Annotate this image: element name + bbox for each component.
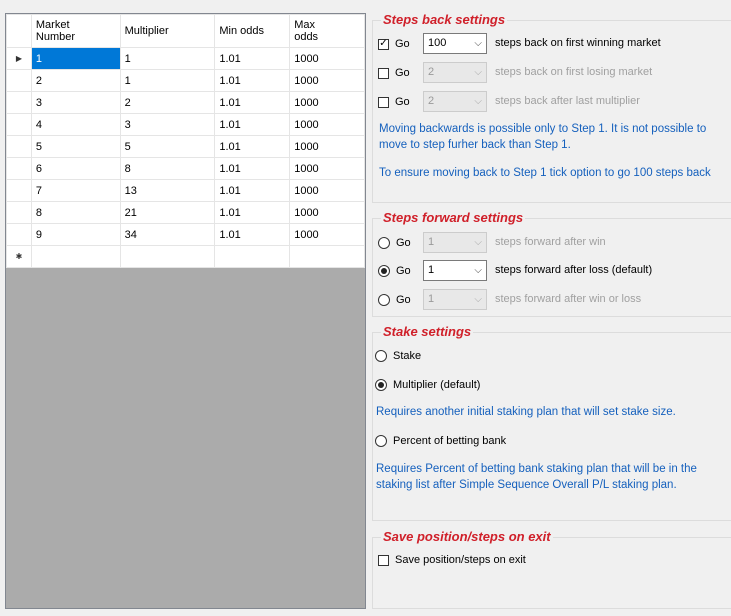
grid-header-row <box>7 15 365 48</box>
save-title: Save position/steps on exit <box>383 529 551 544</box>
steps-forward-option-2[interactable] <box>378 265 411 277</box>
steps-forward-radio-3[interactable] <box>378 294 390 306</box>
cell-market-number[interactable]: 6 <box>31 158 120 180</box>
row-header[interactable] <box>7 136 32 158</box>
steps-forward-description-3: steps forward after win or loss <box>495 293 642 305</box>
steps-back-go-label: Go <box>395 96 410 108</box>
stake-title: Stake settings <box>383 324 472 339</box>
cell-market-number[interactable] <box>31 246 120 268</box>
table-row[interactable] <box>7 114 365 136</box>
steps-back-option-1[interactable] <box>378 38 410 50</box>
table-row[interactable] <box>7 48 365 70</box>
chevron-down-icon[interactable]: ⌵ <box>474 38 482 49</box>
row-header[interactable] <box>7 246 32 268</box>
steps-back-description-2: steps back on first losing market <box>495 66 653 78</box>
cell-multiplier[interactable]: 13 <box>120 180 215 202</box>
steps-back-option-3[interactable] <box>378 96 410 108</box>
cell-min-odds[interactable]: 1.01 <box>215 114 290 136</box>
save-position-checkbox[interactable] <box>378 555 389 566</box>
row-header[interactable] <box>7 180 32 202</box>
cell-min-odds[interactable]: 1.01 <box>215 180 290 202</box>
cell-market-number[interactable]: 7 <box>31 180 120 202</box>
new-row[interactable] <box>7 246 365 268</box>
cell-min-odds[interactable]: 1.01 <box>215 48 290 70</box>
steps-forward-steps-dropdown-2[interactable] <box>423 260 487 281</box>
cell-market-number[interactable]: 1 <box>31 48 120 70</box>
cell-multiplier[interactable]: 1 <box>120 48 215 70</box>
row-header-corner[interactable] <box>7 15 32 48</box>
cell-multiplier[interactable] <box>120 246 215 268</box>
steps-back-steps-dropdown-1[interactable] <box>423 33 487 54</box>
steps-back-description-3: steps back after last multiplier <box>495 95 640 107</box>
steps-forward-radio-1[interactable] <box>378 237 390 249</box>
cell-market-number[interactable]: 9 <box>31 224 120 246</box>
cell-market-number[interactable]: 3 <box>31 92 120 114</box>
cell-multiplier[interactable]: 8 <box>120 158 215 180</box>
row-header[interactable] <box>7 224 32 246</box>
radio-selected-dot-icon <box>381 268 387 274</box>
table-row[interactable] <box>7 180 365 202</box>
table-row[interactable] <box>7 224 365 246</box>
save-group <box>372 529 731 609</box>
steps-back-go-label: Go <box>395 38 410 50</box>
column-header-multiplier[interactable]: Multiplier <box>120 15 215 48</box>
percent-radio[interactable] <box>375 435 387 447</box>
steps-forward-option-1[interactable] <box>378 237 411 249</box>
cell-min-odds[interactable]: 1.01 <box>215 70 290 92</box>
cell-max-odds[interactable]: 1000 <box>290 114 365 136</box>
steps-back-note-2: To ensure moving back to Step 1 tick option to go 100 steps back <box>379 167 711 179</box>
steps-forward-go-label: Go <box>396 265 411 277</box>
cell-market-number[interactable]: 5 <box>31 136 120 158</box>
column-header-max-odds[interactable]: Max odds <box>290 15 365 48</box>
cell-min-odds[interactable]: 1.01 <box>215 224 290 246</box>
cell-market-number[interactable]: 4 <box>31 114 120 136</box>
percent-note: Requires Percent of betting bank staking plan that will be in the staking list after Simple Sequence Overall P/L staking plan. <box>376 463 697 491</box>
row-header[interactable] <box>7 48 32 70</box>
row-header[interactable] <box>7 158 32 180</box>
column-header-min-odds[interactable]: Min odds <box>215 15 290 48</box>
data-grid[interactable] <box>5 13 366 609</box>
steps-back-go-label: Go <box>395 67 410 79</box>
stake-radio-label: Stake <box>393 350 422 362</box>
steps-forward-description-1: steps forward after win <box>495 236 606 248</box>
cell-max-odds[interactable]: 1000 <box>290 70 365 92</box>
steps-back-title: Steps back settings <box>383 12 506 27</box>
table-row[interactable] <box>7 92 365 114</box>
cell-max-odds[interactable]: 1000 <box>290 224 365 246</box>
cell-min-odds[interactable] <box>215 246 290 268</box>
chevron-down-icon[interactable]: ⌵ <box>474 265 482 276</box>
chevron-down-icon[interactable]: ⌵ <box>474 237 482 248</box>
steps-back-option-2[interactable] <box>378 67 410 79</box>
cell-max-odds[interactable]: 1000 <box>290 202 365 224</box>
dropdown-value: 100 <box>428 37 447 49</box>
current-row-arrow-icon: ▶ <box>15 54 23 63</box>
chevron-down-icon[interactable]: ⌵ <box>474 294 482 305</box>
row-header[interactable] <box>7 92 32 114</box>
steps-forward-description-2: steps forward after loss (default) <box>495 264 653 276</box>
dropdown-value: 2 <box>428 66 435 78</box>
multiplier-radio[interactable] <box>375 379 387 391</box>
cell-max-odds[interactable]: 1000 <box>290 158 365 180</box>
chevron-down-icon[interactable]: ⌵ <box>474 96 482 107</box>
dropdown-value: 2 <box>428 95 435 107</box>
row-header[interactable] <box>7 202 32 224</box>
table-row[interactable] <box>7 158 365 180</box>
cell-multiplier[interactable]: 2 <box>120 92 215 114</box>
cell-min-odds[interactable]: 1.01 <box>215 136 290 158</box>
radio-selected-dot-icon <box>378 382 384 388</box>
steps-forward-steps-dropdown-1[interactable] <box>423 232 487 253</box>
grid-table <box>6 14 365 268</box>
steps-back-description-1: steps back on first winning market <box>495 37 661 49</box>
dropdown-value: 1 <box>428 236 435 248</box>
steps-forward-steps-dropdown-3[interactable] <box>423 289 487 310</box>
steps-back-note-1: Moving backwards is possible only to Step 1. It is not possible to move to step furher back than Step 1. <box>379 123 707 151</box>
cell-market-number[interactable]: 8 <box>31 202 120 224</box>
new-row-asterisk-icon: ✱ <box>15 252 23 261</box>
column-header-market-number[interactable]: Market Number <box>31 15 120 48</box>
cell-multiplier[interactable]: 21 <box>120 202 215 224</box>
chevron-down-icon[interactable]: ⌵ <box>474 67 482 78</box>
cell-min-odds[interactable]: 1.01 <box>215 92 290 114</box>
stake-radio[interactable] <box>375 350 387 362</box>
steps-forward-go-label: Go <box>396 294 411 306</box>
table-row[interactable] <box>7 202 365 224</box>
multiplier-note: Requires another initial staking plan that will set stake size. <box>376 406 676 418</box>
cell-min-odds[interactable]: 1.01 <box>215 158 290 180</box>
dropdown-value: 1 <box>428 264 435 276</box>
table-row[interactable] <box>7 70 365 92</box>
steps-forward-go-label: Go <box>396 237 411 249</box>
percent-radio-label: Percent of betting bank <box>393 435 507 447</box>
save-position-option[interactable] <box>378 554 526 566</box>
table-row[interactable] <box>7 136 365 158</box>
cell-max-odds[interactable]: 1000 <box>290 48 365 70</box>
steps-forward-option-3[interactable] <box>378 294 411 306</box>
row-header[interactable] <box>7 70 32 92</box>
steps-back-steps-dropdown-2[interactable] <box>423 62 487 83</box>
cell-max-odds[interactable]: 1000 <box>290 136 365 158</box>
dropdown-value: 1 <box>428 293 435 305</box>
cell-multiplier[interactable]: 5 <box>120 136 215 158</box>
cell-max-odds[interactable]: 1000 <box>290 180 365 202</box>
save-position-label: Save position/steps on exit <box>395 554 526 566</box>
stake-option-percent[interactable] <box>375 435 506 447</box>
steps-forward-title: Steps forward settings <box>383 210 524 225</box>
cell-multiplier[interactable]: 34 <box>120 224 215 246</box>
multiplier-radio-label: Multiplier (default) <box>393 379 481 391</box>
steps-back-checkbox-2[interactable] <box>378 68 389 79</box>
stake-option-stake[interactable] <box>375 350 421 362</box>
steps-back-checkbox-1[interactable] <box>378 39 389 50</box>
check-mark-icon: ✓ <box>379 38 388 49</box>
cell-market-number[interactable]: 2 <box>31 70 120 92</box>
cell-max-odds[interactable] <box>290 246 365 268</box>
cell-max-odds[interactable]: 1000 <box>290 92 365 114</box>
steps-back-steps-dropdown-3[interactable] <box>423 91 487 112</box>
cell-min-odds[interactable]: 1.01 <box>215 202 290 224</box>
steps-back-checkbox-3[interactable] <box>378 97 389 108</box>
cell-multiplier[interactable]: 1 <box>120 70 215 92</box>
cell-multiplier[interactable]: 3 <box>120 114 215 136</box>
row-header[interactable] <box>7 114 32 136</box>
steps-forward-radio-2[interactable] <box>378 265 390 277</box>
stake-option-multiplier[interactable] <box>375 379 480 391</box>
